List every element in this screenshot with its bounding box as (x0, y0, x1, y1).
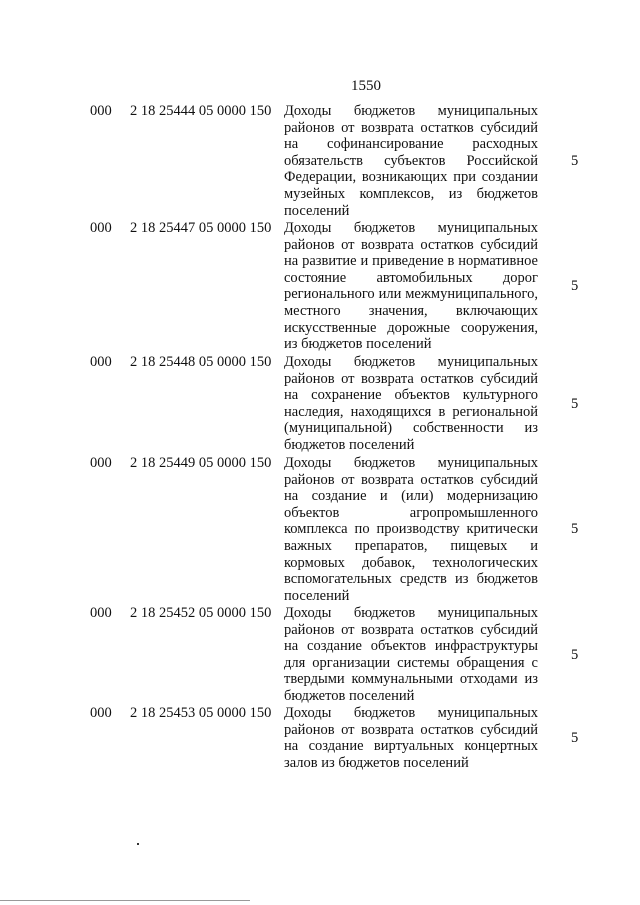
description-line: поселений (284, 587, 350, 604)
description-line: бюджетов поселений (284, 436, 415, 453)
description-line: из бюджетов поселений (284, 336, 432, 353)
budget-classification-code: 2 18 25452 05 0000 150 (130, 605, 272, 621)
description-line: залов из бюджетов поселений (284, 754, 469, 771)
description-line: твердыми коммунальными отходами из (284, 671, 538, 688)
income-description (284, 605, 538, 705)
amount-value: 5 (571, 396, 579, 412)
description-line: районов от возврата остатков субсидий (284, 370, 538, 387)
amount-value: 5 (571, 153, 579, 169)
description-line: состояние автомобильных дорог (284, 269, 538, 286)
description-line: на сохранение объектов культурного (284, 387, 538, 404)
description-line: местного значения, включающих (284, 302, 538, 319)
description-line: на создание и (или) модернизацию (284, 488, 538, 505)
admin-code: 000 (90, 605, 112, 621)
description-line: Доходы бюджетов муниципальных (284, 220, 538, 236)
description-line: музейных комплексов, из бюджетов (284, 185, 538, 202)
description-line: районов от возврата остатков субсидий (284, 471, 538, 488)
income-description (284, 705, 538, 771)
admin-code: 000 (90, 220, 112, 236)
description-line: районов от возврата остатков субсидий (284, 119, 538, 136)
admin-code: 000 (90, 705, 112, 721)
budget-classification-code: 2 18 25448 05 0000 150 (130, 354, 272, 370)
description-line: обязательств субъектов Российской (284, 152, 538, 169)
description-line: важных препаратов, пищевых и (284, 537, 538, 554)
description-line: на развитие и приведение в нормативное (284, 253, 538, 270)
admin-code: 000 (90, 103, 112, 119)
description-line: районов от возврата остатков субсидий (284, 621, 538, 638)
scan-dot (137, 843, 139, 845)
description-line: кормовых добавок, технологических (284, 554, 538, 571)
description-line: комплекса по производству критически (284, 521, 538, 538)
budget-classification-code: 2 18 25449 05 0000 150 (130, 455, 272, 471)
description-line: объектов агропромышленного (284, 504, 538, 521)
admin-code: 000 (90, 354, 112, 370)
description-line: районов от возврата остатков субсидий (284, 236, 538, 253)
description-line: (муниципальной) собственности из (284, 420, 538, 437)
description-line: Доходы бюджетов муниципальных (284, 354, 538, 370)
income-description (284, 103, 538, 219)
description-line: вспомогательных средств из бюджетов (284, 571, 538, 588)
budget-classification-code: 2 18 25447 05 0000 150 (130, 220, 272, 236)
amount-value: 5 (571, 521, 579, 537)
budget-classification-code: 2 18 25453 05 0000 150 (130, 705, 272, 721)
income-description (284, 455, 538, 604)
description-line: поселений (284, 202, 350, 219)
description-line: Доходы бюджетов муниципальных (284, 705, 538, 721)
page-number: 1550 (351, 78, 381, 94)
amount-value: 5 (571, 278, 579, 294)
description-line: бюджетов поселений (284, 687, 415, 704)
amount-value: 5 (571, 647, 579, 663)
description-line: на создание виртуальных концертных (284, 738, 538, 755)
description-line: на создание объектов инфраструктуры (284, 638, 538, 655)
description-line: Доходы бюджетов муниципальных (284, 103, 538, 119)
description-line: наследия, находящихся в региональной (284, 403, 538, 420)
description-line: Федерации, возникающих при создании (284, 169, 538, 186)
income-description (284, 354, 538, 454)
description-line: для организации системы обращения с (284, 654, 538, 671)
description-line: на софинансирование расходных (284, 136, 538, 153)
scan-edge-line (0, 900, 250, 901)
income-description (284, 220, 538, 353)
description-line: Доходы бюджетов муниципальных (284, 455, 538, 471)
budget-classification-code: 2 18 25444 05 0000 150 (130, 103, 272, 119)
description-line: регионального или межмуниципального, (284, 286, 538, 303)
description-line: искусственные дорожные сооружения, (284, 319, 538, 336)
description-line: Доходы бюджетов муниципальных (284, 605, 538, 621)
amount-value: 5 (571, 730, 579, 746)
description-line: районов от возврата остатков субсидий (284, 721, 538, 738)
admin-code: 000 (90, 455, 112, 471)
